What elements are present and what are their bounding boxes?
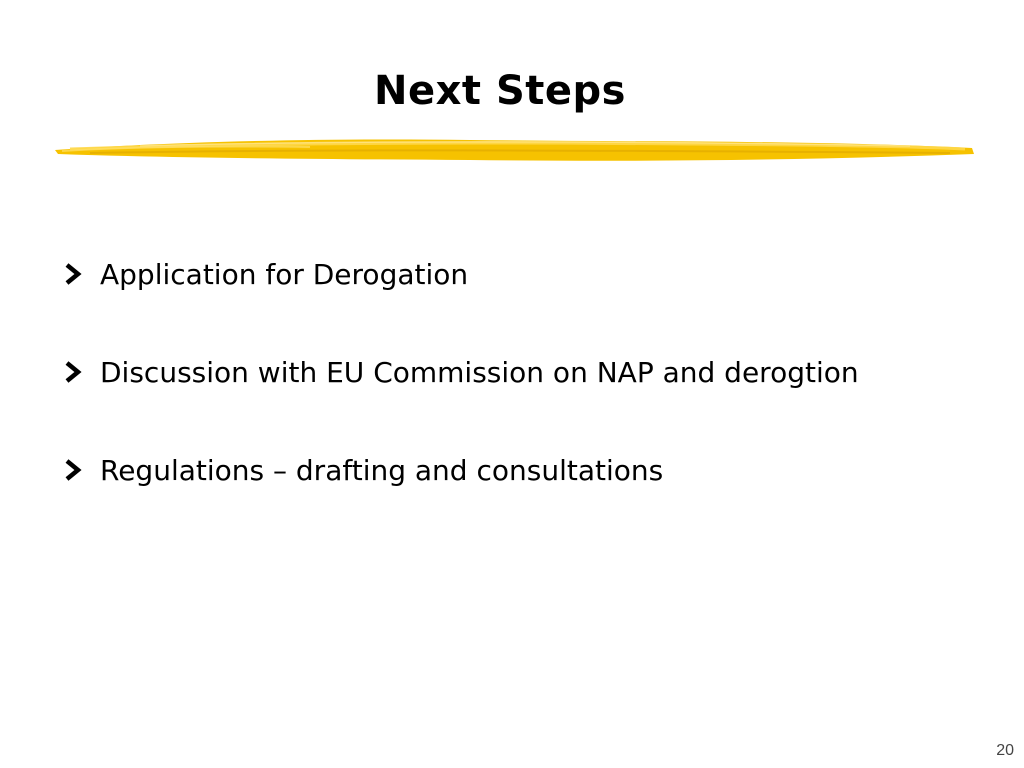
chevron-right-icon <box>62 262 84 286</box>
bullet-text: Discussion with EU Commission on NAP and derogtion <box>100 355 859 389</box>
bullet-item <box>62 352 859 392</box>
slide-title: Next Steps <box>374 68 626 114</box>
title-underline-brushstroke <box>50 128 978 168</box>
bullet-text: Regulations – drafting and consultations <box>100 453 664 487</box>
chevron-right-icon <box>62 360 84 384</box>
page-number: 20 <box>996 742 1014 759</box>
chevron-right-icon <box>62 458 84 482</box>
bullet-item <box>62 254 859 294</box>
bullet-item <box>62 450 859 490</box>
bullet-text: Application for Derogation <box>100 257 469 291</box>
bullet-list <box>62 254 859 548</box>
